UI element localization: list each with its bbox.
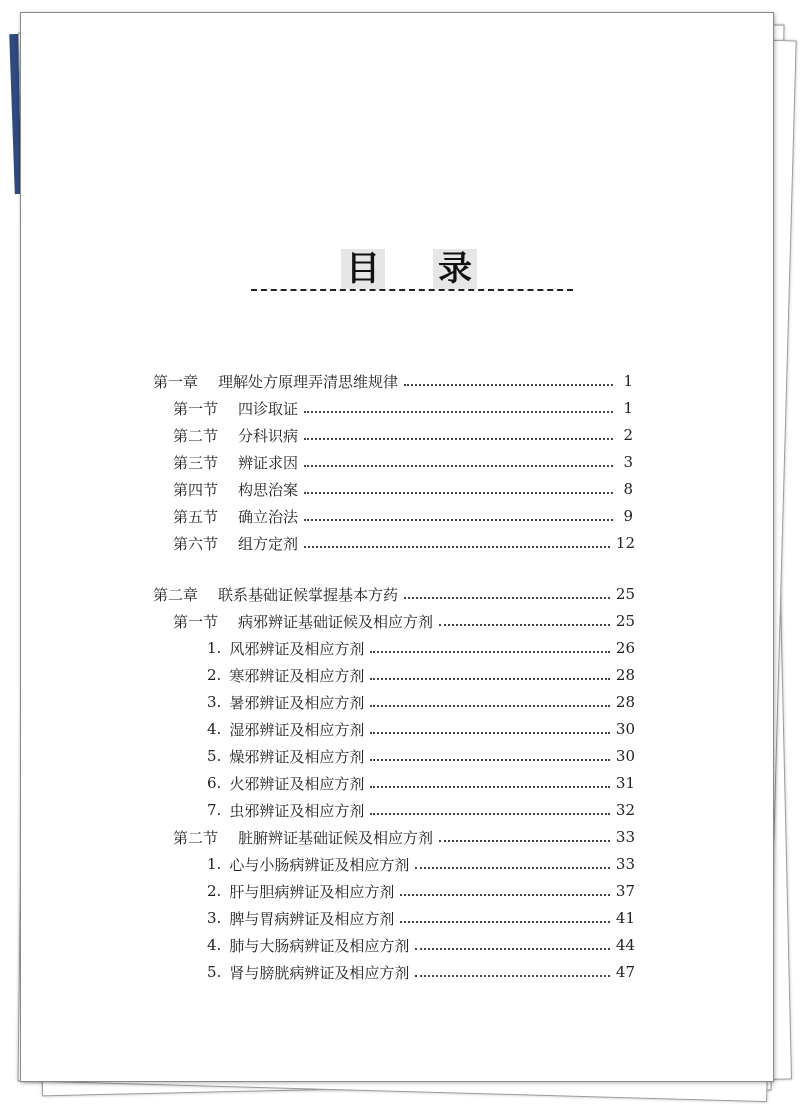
toc-page: 25 bbox=[615, 585, 635, 603]
toc-label: 3. bbox=[207, 693, 222, 711]
toc-subsection[interactable] bbox=[207, 743, 635, 769]
toc-page: 1 bbox=[623, 372, 633, 390]
toc-text: 燥邪辨证及相应方剂 bbox=[229, 747, 365, 766]
toc-label: 第五节 bbox=[173, 507, 219, 526]
toc-page: 28 bbox=[615, 693, 635, 711]
toc-label: 7. bbox=[207, 801, 222, 819]
toc-label: 1. bbox=[207, 639, 222, 657]
toc-subsection[interactable] bbox=[207, 851, 635, 877]
toc-label: 第一节 bbox=[173, 612, 219, 631]
toc-leader bbox=[370, 759, 610, 761]
toc-section[interactable] bbox=[173, 476, 633, 502]
toc-section[interactable] bbox=[173, 530, 635, 556]
toc-text: 风邪辨证及相应方剂 bbox=[229, 639, 365, 658]
toc-label: 1. bbox=[207, 855, 222, 873]
toc-leader bbox=[439, 840, 610, 842]
toc-page: 37 bbox=[615, 882, 635, 900]
toc-text: 肺与大肠病辨证及相应方剂 bbox=[229, 936, 410, 955]
title-char-2: 录 bbox=[433, 249, 477, 289]
toc-leader bbox=[370, 732, 610, 734]
toc-page: 31 bbox=[615, 774, 635, 792]
title-char-1: 目 bbox=[341, 249, 385, 289]
toc-subsection[interactable] bbox=[207, 932, 635, 958]
toc-text: 四诊取证 bbox=[238, 399, 299, 418]
toc-label: 4. bbox=[207, 720, 222, 738]
toc-section[interactable] bbox=[173, 449, 633, 475]
toc-text: 确立治法 bbox=[238, 507, 299, 526]
toc-section[interactable] bbox=[173, 503, 633, 529]
toc-text: 脏腑辨证基础证候及相应方剂 bbox=[238, 828, 434, 847]
toc-label: 5. bbox=[207, 747, 222, 765]
toc-text: 肝与胆病辨证及相应方剂 bbox=[229, 882, 395, 901]
toc-label: 2. bbox=[207, 882, 222, 900]
toc-page: 2 bbox=[623, 426, 633, 444]
toc-page: 1 bbox=[623, 399, 633, 417]
toc-text: 组方定剂 bbox=[238, 534, 299, 553]
toc-page: 41 bbox=[615, 909, 635, 927]
page-title bbox=[341, 249, 491, 293]
toc-leader bbox=[304, 465, 613, 467]
toc-section[interactable] bbox=[173, 422, 633, 448]
toc-page: 9 bbox=[623, 507, 633, 525]
toc-subsection[interactable] bbox=[207, 662, 635, 688]
title-underline bbox=[251, 289, 573, 291]
toc-leader bbox=[415, 867, 610, 869]
toc-label: 第二节 bbox=[173, 426, 219, 445]
toc-label: 第六节 bbox=[173, 534, 219, 553]
toc-chapter-2[interactable] bbox=[153, 581, 635, 607]
toc-leader bbox=[400, 894, 610, 896]
toc-leader bbox=[404, 597, 610, 599]
toc-leader bbox=[370, 678, 610, 680]
toc-text: 构思治案 bbox=[238, 480, 299, 499]
toc-label: 第一章 bbox=[153, 372, 199, 391]
toc-section[interactable] bbox=[173, 395, 633, 421]
toc-text: 病邪辨证基础证候及相应方剂 bbox=[238, 612, 434, 631]
toc-text: 辨证求因 bbox=[238, 453, 299, 472]
toc-leader bbox=[370, 813, 610, 815]
toc-leader bbox=[304, 492, 613, 494]
toc-subsection[interactable] bbox=[207, 878, 635, 904]
toc-page: 33 bbox=[615, 828, 635, 846]
toc-leader bbox=[370, 786, 610, 788]
toc-page: 12 bbox=[615, 534, 635, 552]
toc-leader bbox=[439, 624, 610, 626]
toc-text: 寒邪辨证及相应方剂 bbox=[229, 666, 365, 685]
toc-leader bbox=[415, 975, 610, 977]
toc-chapter-1[interactable] bbox=[153, 368, 633, 394]
toc-label: 第二章 bbox=[153, 585, 199, 604]
toc-leader bbox=[400, 921, 610, 923]
toc-label: 4. bbox=[207, 936, 222, 954]
toc-leader bbox=[304, 438, 613, 440]
toc-page: 32 bbox=[615, 801, 635, 819]
toc-leader bbox=[304, 411, 613, 413]
toc-page: 26 bbox=[615, 639, 635, 657]
toc-page: 25 bbox=[615, 612, 635, 630]
toc-text: 湿邪辨证及相应方剂 bbox=[229, 720, 365, 739]
toc-leader bbox=[304, 546, 610, 548]
toc-label: 第一节 bbox=[173, 399, 219, 418]
toc-text: 火邪辨证及相应方剂 bbox=[229, 774, 365, 793]
toc-leader bbox=[370, 705, 610, 707]
toc-subsection[interactable] bbox=[207, 797, 635, 823]
toc-label: 第二节 bbox=[173, 828, 219, 847]
document-page bbox=[20, 12, 774, 1082]
toc-page: 44 bbox=[615, 936, 635, 954]
toc-label: 第三节 bbox=[173, 453, 219, 472]
toc-text: 心与小肠病辨证及相应方剂 bbox=[229, 855, 410, 874]
toc-subsection[interactable] bbox=[207, 635, 635, 661]
toc-label: 2. bbox=[207, 666, 222, 684]
toc-page: 3 bbox=[623, 453, 633, 471]
toc-label: 第四节 bbox=[173, 480, 219, 499]
toc-page: 28 bbox=[615, 666, 635, 684]
toc-text: 脾与胃病辨证及相应方剂 bbox=[229, 909, 395, 928]
toc-section[interactable] bbox=[173, 824, 635, 850]
toc-label: 5. bbox=[207, 963, 222, 981]
toc-text: 联系基础证候掌握基本方药 bbox=[218, 585, 399, 604]
toc-leader bbox=[304, 519, 613, 521]
toc-subsection[interactable] bbox=[207, 716, 635, 742]
toc-section[interactable] bbox=[173, 608, 635, 634]
toc-text: 分科识病 bbox=[238, 426, 299, 445]
toc-page: 33 bbox=[615, 855, 635, 873]
toc-text: 暑邪辨证及相应方剂 bbox=[229, 693, 365, 712]
toc-page: 47 bbox=[615, 963, 635, 981]
toc-label: 3. bbox=[207, 909, 222, 927]
toc-subsection[interactable] bbox=[207, 770, 635, 796]
toc-leader bbox=[415, 948, 610, 950]
toc-page: 8 bbox=[623, 480, 633, 498]
toc-text: 肾与膀胱病辨证及相应方剂 bbox=[229, 963, 410, 982]
toc-leader bbox=[404, 384, 613, 386]
toc-page: 30 bbox=[615, 747, 635, 765]
toc-subsection[interactable] bbox=[207, 905, 635, 931]
toc-text: 虫邪辨证及相应方剂 bbox=[229, 801, 365, 820]
toc-label: 6. bbox=[207, 774, 222, 792]
toc-page: 30 bbox=[615, 720, 635, 738]
toc-text: 理解处方原理弄清思维规律 bbox=[218, 372, 399, 391]
toc-subsection[interactable] bbox=[207, 689, 635, 715]
toc-subsection[interactable] bbox=[207, 959, 635, 985]
toc-leader bbox=[370, 651, 610, 653]
